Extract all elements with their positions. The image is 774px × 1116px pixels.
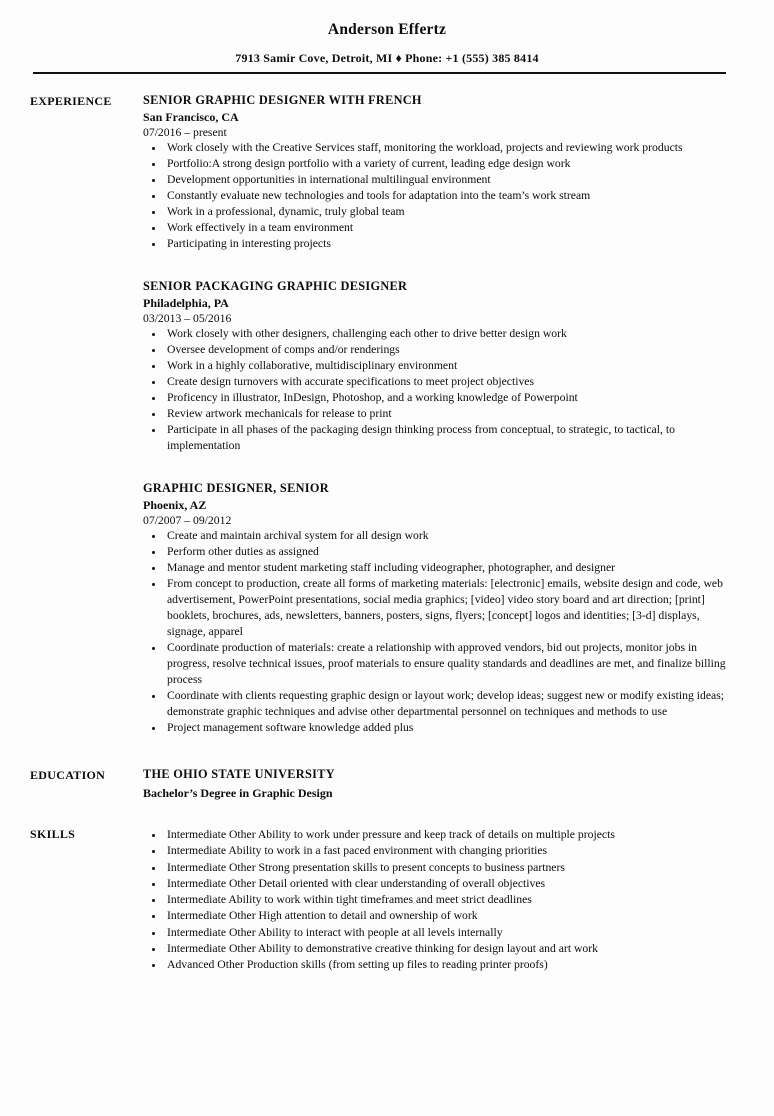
- education-content: [143, 767, 738, 801]
- job-bullet: • Oversee development of comps and/or renderings: [165, 342, 738, 358]
- resume-header: [0, 0, 774, 74]
- skills-bullet-list: [143, 827, 738, 974]
- job-bullet: • Work closely with the Creative Services staff, monitoring the workload, projects and reviewing work products: [165, 140, 738, 156]
- job-entry-2: [143, 279, 738, 454]
- skill-bullet: • Advanced Other Production skills (from setting up files to reading printer proofs): [165, 957, 738, 973]
- job-bullet: • Project management software knowledge added plus: [165, 720, 738, 736]
- job-bullet: • Proficency in illustrator, InDesign, Photoshop, and a working knowledge of Powerpoint: [165, 390, 738, 406]
- skill-bullet: • Intermediate Other Ability to demonstrative creative thinking for design layout and art work: [165, 941, 738, 957]
- experience-section: [0, 93, 774, 736]
- education-school: THE OHIO STATE UNIVERSITY: [143, 767, 335, 781]
- job-location: Phoenix, AZ: [143, 498, 207, 512]
- job-bullet: • Participating in interesting projects: [165, 236, 738, 252]
- candidate-name: Anderson Effertz: [327, 21, 447, 38]
- job-bullet: • Perform other duties as assigned: [165, 544, 738, 560]
- job-dates: 07/2007 – 09/2012: [143, 514, 232, 527]
- job-bullet: • Work in a highly collaborative, multidisciplinary environment: [165, 358, 738, 374]
- job-bullet: • Work effectively in a team environment: [165, 220, 738, 236]
- job-bullet: • Constantly evaluate new technologies and tools for adaptation into the team’s work stream: [165, 188, 738, 204]
- skill-bullet: • Intermediate Other Strong presentation skills to present concepts to business partners: [165, 860, 738, 876]
- job-bullet: • Coordinate production of materials: create a relationship with approved vendors, bid out projects, monitor jobs in progress, resolve technical issues, proof materials to ensure quality standards and deadlines are met, and finalize billing process: [165, 640, 738, 688]
- job-bullet-list: [143, 326, 738, 454]
- job-bullet: • Coordinate with clients requesting graphic design or layout work; develop ideas; suggest new or modify existing ideas; demonstrate graphic techniques and advise other departmental personnel on techniques and methods to use: [165, 688, 738, 720]
- job-dates: 03/2013 – 05/2016: [143, 312, 232, 325]
- education-degree: Bachelor’s Degree in Graphic Design: [143, 786, 333, 800]
- job-entry-1: [143, 93, 738, 252]
- job-location: Philadelphia, PA: [143, 296, 229, 310]
- skills-content: [143, 826, 738, 974]
- job-title: GRAPHIC DESIGNER, SENIOR: [143, 481, 329, 495]
- contact-line: 7913 Samir Cove, Detroit, MI ♦ Phone: +1 (555) 385 8414: [235, 51, 539, 65]
- job-bullet: • Participate in all phases of the packaging design thinking process from conceptual, to strategic, to tactical, to implementation: [165, 422, 738, 454]
- skills-section: [0, 826, 774, 974]
- job-bullet: • Work in a professional, dynamic, truly global team: [165, 204, 738, 220]
- job-title: SENIOR GRAPHIC DESIGNER WITH FRENCH: [143, 93, 422, 107]
- skill-bullet: • Intermediate Other High attention to detail and ownership of work: [165, 908, 738, 924]
- skill-bullet: • Intermediate Other Ability to interact with people at all levels internally: [165, 925, 738, 941]
- job-entry-3: [143, 481, 738, 736]
- experience-content: [143, 93, 738, 736]
- job-bullet: • Create and maintain archival system for all design work: [165, 528, 738, 544]
- skill-bullet: • Intermediate Other Detail oriented with clear understanding of overall objectives: [165, 876, 738, 892]
- skill-bullet: • Intermediate Other Ability to work under pressure and keep track of details on multiple projects: [165, 827, 738, 843]
- header-divider: [33, 72, 726, 74]
- education-section: [0, 767, 774, 801]
- job-bullet: • Create design turnovers with accurate specifications to meet project objectives: [165, 374, 738, 390]
- job-location: San Francisco, CA: [143, 110, 239, 124]
- job-bullet-list: [143, 528, 738, 736]
- skill-bullet: • Intermediate Ability to work within tight timeframes and meet strict deadlines: [165, 892, 738, 908]
- job-bullet: • From concept to production, create all forms of marketing materials: [electronic] emails, website design and code, web advertisement, PowerPoint presentations, social media graphics; [video] video story board and art direction; [print] booklets, brochures, ads, newsletters, banners, posters, signs, flyers; [concept] logos and identities; [3-d] displays, signage, apparel: [165, 576, 738, 640]
- job-bullet: • Work closely with other designers, challenging each other to drive better design work: [165, 326, 738, 342]
- job-bullet-list: [143, 140, 738, 252]
- section-label-experience: EXPERIENCE: [30, 94, 112, 108]
- skill-bullet: • Intermediate Ability to work in a fast paced environment with changing priorities: [165, 843, 738, 859]
- job-bullet: • Review artwork mechanicals for release to print: [165, 406, 738, 422]
- job-bullet: • Manage and mentor student marketing staff including videographer, photographer, and designer: [165, 560, 738, 576]
- job-title: SENIOR PACKAGING GRAPHIC DESIGNER: [143, 279, 408, 293]
- section-label-education: EDUCATION: [30, 768, 106, 782]
- job-dates: 07/2016 – present: [143, 126, 227, 139]
- job-bullet: • Portfolio:A strong design portfolio with a variety of current, leading edge design work: [165, 156, 738, 172]
- job-bullet: • Development opportunities in international multilingual environment: [165, 172, 738, 188]
- section-label-skills: SKILLS: [30, 827, 76, 841]
